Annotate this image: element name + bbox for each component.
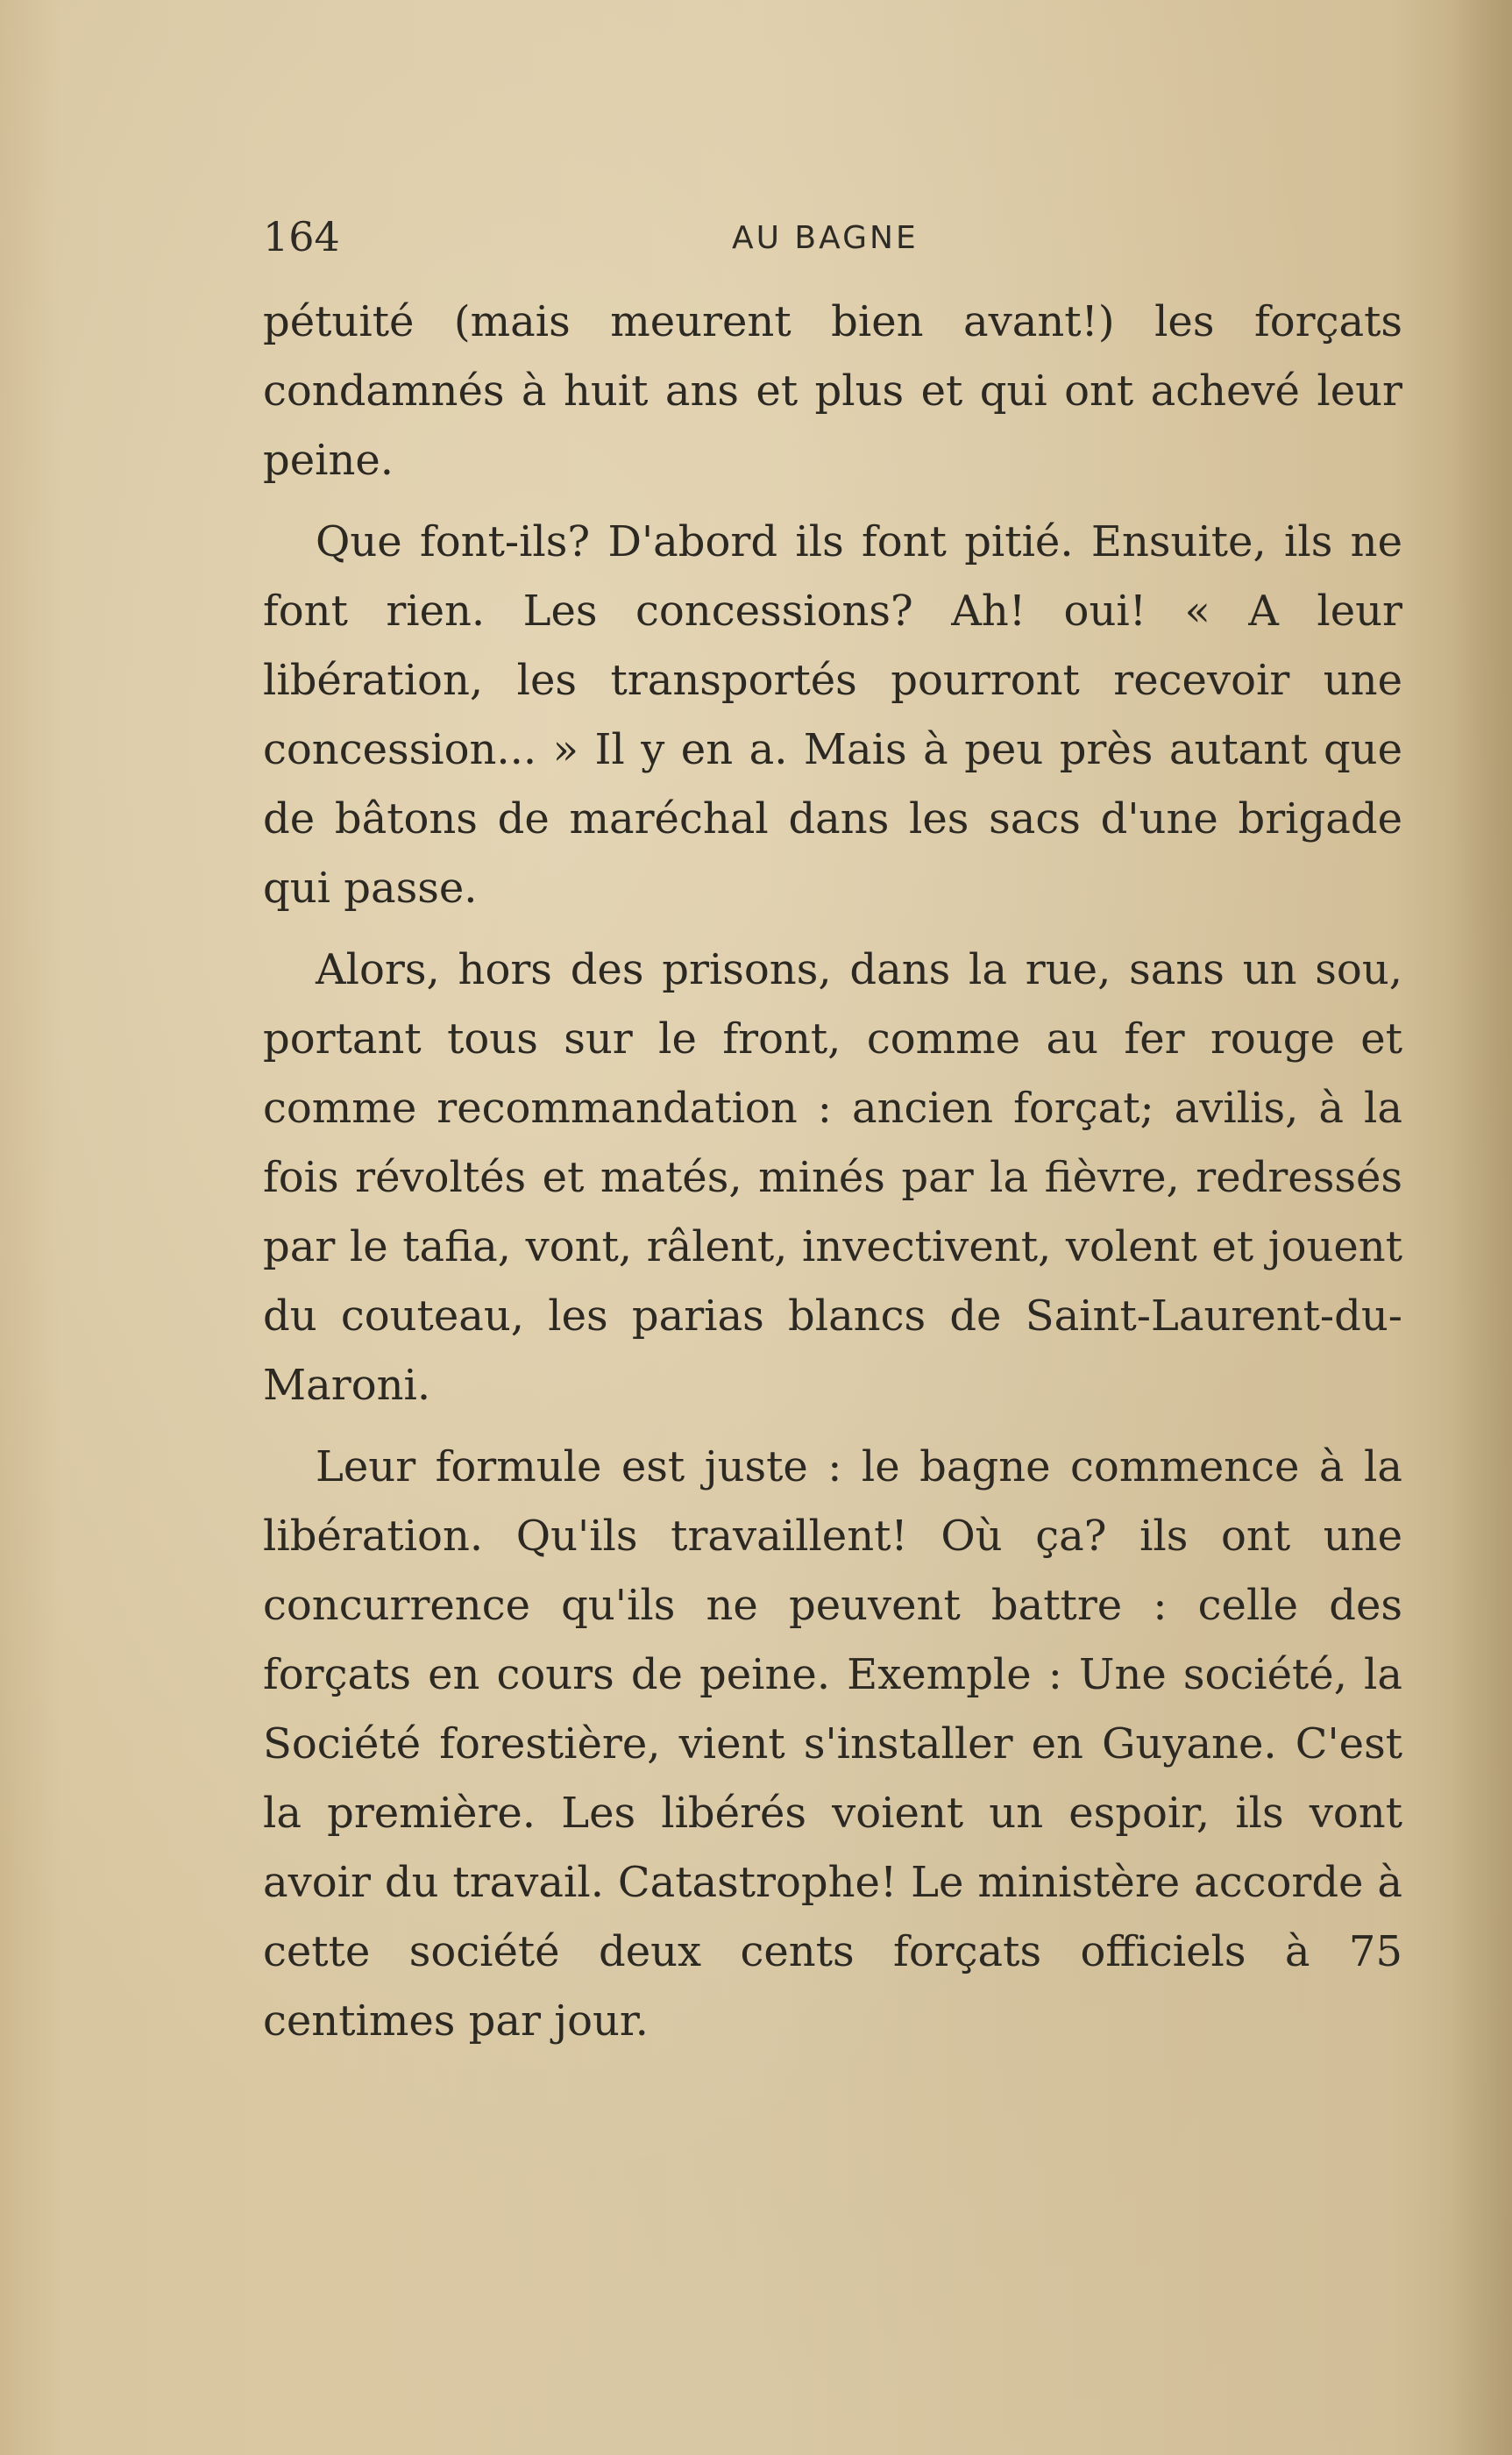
body-text xyxy=(263,288,1402,2056)
running-title: AU BAGNE xyxy=(732,220,919,256)
page-number: 164 xyxy=(263,213,340,260)
paragraph-continuation: pétuité (mais meurent bien avant!) les forçats condamnés à huit ans et plus et qui ont achevé leur peine. xyxy=(263,297,1402,485)
paragraph-liberation: Leur formule est juste : le bagne commence à la libération. Qu'ils travaillent! Où ça? ils ont une concurrence qu'ils ne peuvent battre : celle des forçats en cours de peine. Exemple : Une société, la Société forestière, vient s'installer en Guyane. C'est la première. Les libérés voient un espoir, ils vont avoir du travail. Catastrophe! Le ministère accorde à cette société deux cents forçats officiels à 75 centimes par jour. xyxy=(263,1442,1402,2046)
running-head xyxy=(263,210,1402,263)
paragraph-streets: Alors, hors des prisons, dans la rue, sans un sou, portant tous sur le front, comme au fer rouge et comme recommandation : ancien forçat; avilis, à la fois révoltés et matés, minés par la fièvre, redressés par le tafia, vont, râlent, invectivent, volent et jouent du couteau, les parias blancs de Saint-Laurent-du-Maroni. xyxy=(263,945,1402,1410)
paragraph-concessions: Que font-ils? D'abord ils font pitié. Ensuite, ils ne font rien. Les concessions? Ah! oui! « A leur libération, les transportés pourront recevoir une concession... » Il y en a. Mais à peu près autant que de bâtons de maréchal dans les sacs d'une brigade qui passe. xyxy=(263,517,1402,913)
